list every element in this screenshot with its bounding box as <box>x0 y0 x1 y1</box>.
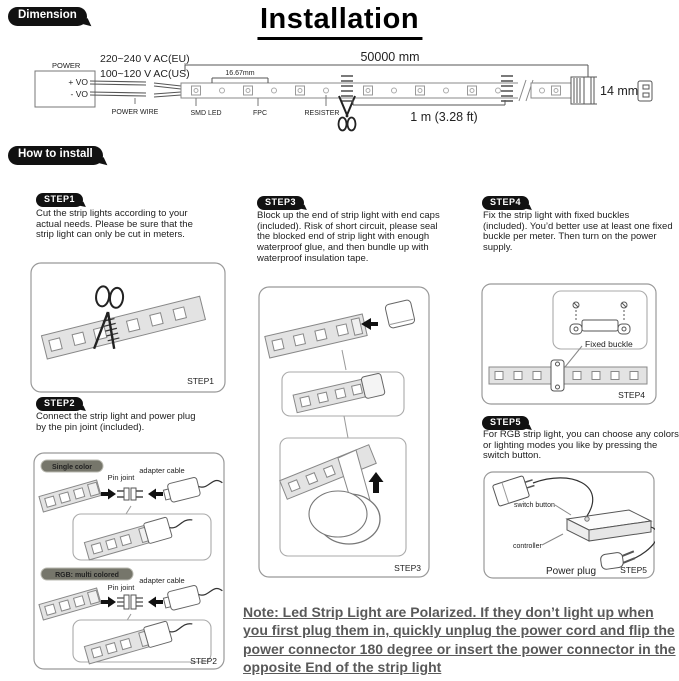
step2-badge <box>36 397 83 411</box>
step2-figure <box>33 452 225 670</box>
step1-badge <box>36 193 83 207</box>
led-pitch-label: 16.67mm <box>225 70 255 77</box>
voltage-eu-label: 220~240 V AC(EU) <box>100 53 190 65</box>
adapter-cable-label-1: adapter cable <box>139 466 185 475</box>
rgb-badge-label: RGB: multi colored <box>55 572 119 579</box>
step4-badge <box>482 196 529 210</box>
step1-text: Cut the strip lights according to your actual needs. Please be sure that the strip light can only be cut in meters. <box>36 208 193 241</box>
power-wire-label: POWER WIRE <box>111 109 159 116</box>
step4-strip <box>489 367 647 384</box>
how-to-install-badge-label: How to install <box>18 148 93 160</box>
power-wires <box>90 81 181 97</box>
buckle-on-strip <box>551 360 564 391</box>
step3-badge <box>257 196 304 210</box>
step2-text: Connect the strip light and power plug by the pin joint (included). <box>36 411 196 433</box>
step3-text: Block up the end of strip light with end caps (included). Risk of short circuit, please seal the blocked end of strip light with enough waterproof glue, and then bundle up with waterproof insulation tape. <box>257 210 440 264</box>
terminal-minus-label: - VO <box>70 89 88 99</box>
step5-figure-label: STEP5 <box>620 565 647 575</box>
plug-connector <box>638 81 652 101</box>
end-cap-icon <box>385 299 416 328</box>
page-title: Installation <box>257 3 422 40</box>
step5-figure <box>483 471 655 579</box>
step5-text: For RGB strip light, you can choose any colors or lighting modes you like by pressing the switch button. <box>483 429 679 462</box>
single-color-badge-label: Single color <box>51 464 93 471</box>
step3-badge-label: STEP3 <box>265 197 297 207</box>
power-plug-label: Power plug <box>545 566 597 577</box>
strip-end-connector <box>571 77 591 104</box>
step1-figure <box>30 262 226 393</box>
step4-figure-label: STEP4 <box>618 390 645 400</box>
how-to-install-badge <box>8 146 103 165</box>
step5-badge-label: STEP5 <box>490 417 522 427</box>
step4-figure <box>481 283 657 405</box>
polarity-note: Note: Led Strip Light are Polarized. If they don’t light up when you first plug them in, quickly unplug the power cord and flip the power connector 180 degree or insert the power connector in the opposite End of the strip light <box>243 604 676 676</box>
adapter-cable-label-2: adapter cable <box>139 576 185 585</box>
controller-label: controller <box>513 543 542 550</box>
total-length-label: 50000 mm <box>360 50 420 64</box>
pin-joint-label-2: Pin joint <box>107 583 135 592</box>
step4-text: Fix the strip light with fixed buckles (included). You’d better use at least one fixed buckle per meter. Then turn on the power supply. <box>483 210 673 254</box>
dimension-diagram <box>0 45 679 145</box>
terminal-plus-label: + VO <box>68 77 88 87</box>
step1-badge-label: STEP1 <box>44 194 76 204</box>
voltage-us-label: 100~120 V AC(US) <box>100 68 190 80</box>
power-label: POWER <box>52 61 81 70</box>
strip-width-label: 14 mm <box>600 84 639 98</box>
step2-badge-label: STEP2 <box>44 398 76 408</box>
step1-figure-label: STEP1 <box>187 376 214 386</box>
step4-badge-label: STEP4 <box>490 197 522 207</box>
pin-joint-label-1: Pin joint <box>107 473 135 482</box>
smd-led-label: SMD LED <box>190 110 222 117</box>
step3-figure <box>258 286 430 578</box>
switch-button-label: switch button <box>514 502 555 509</box>
cut-unit-label: 1 m (3.28 ft) <box>410 110 478 124</box>
fixed-buckle-label: Fixed buckle <box>585 339 633 349</box>
dimension-badge <box>8 7 87 26</box>
dimension-badge-label: Dimension <box>18 9 77 21</box>
fpc-label: FPC <box>253 110 267 117</box>
step5-badge <box>482 416 529 430</box>
step2-figure-label: STEP2 <box>190 656 217 666</box>
resister-label: RESISTER <box>304 110 340 117</box>
step3-figure-label: STEP3 <box>394 563 421 573</box>
